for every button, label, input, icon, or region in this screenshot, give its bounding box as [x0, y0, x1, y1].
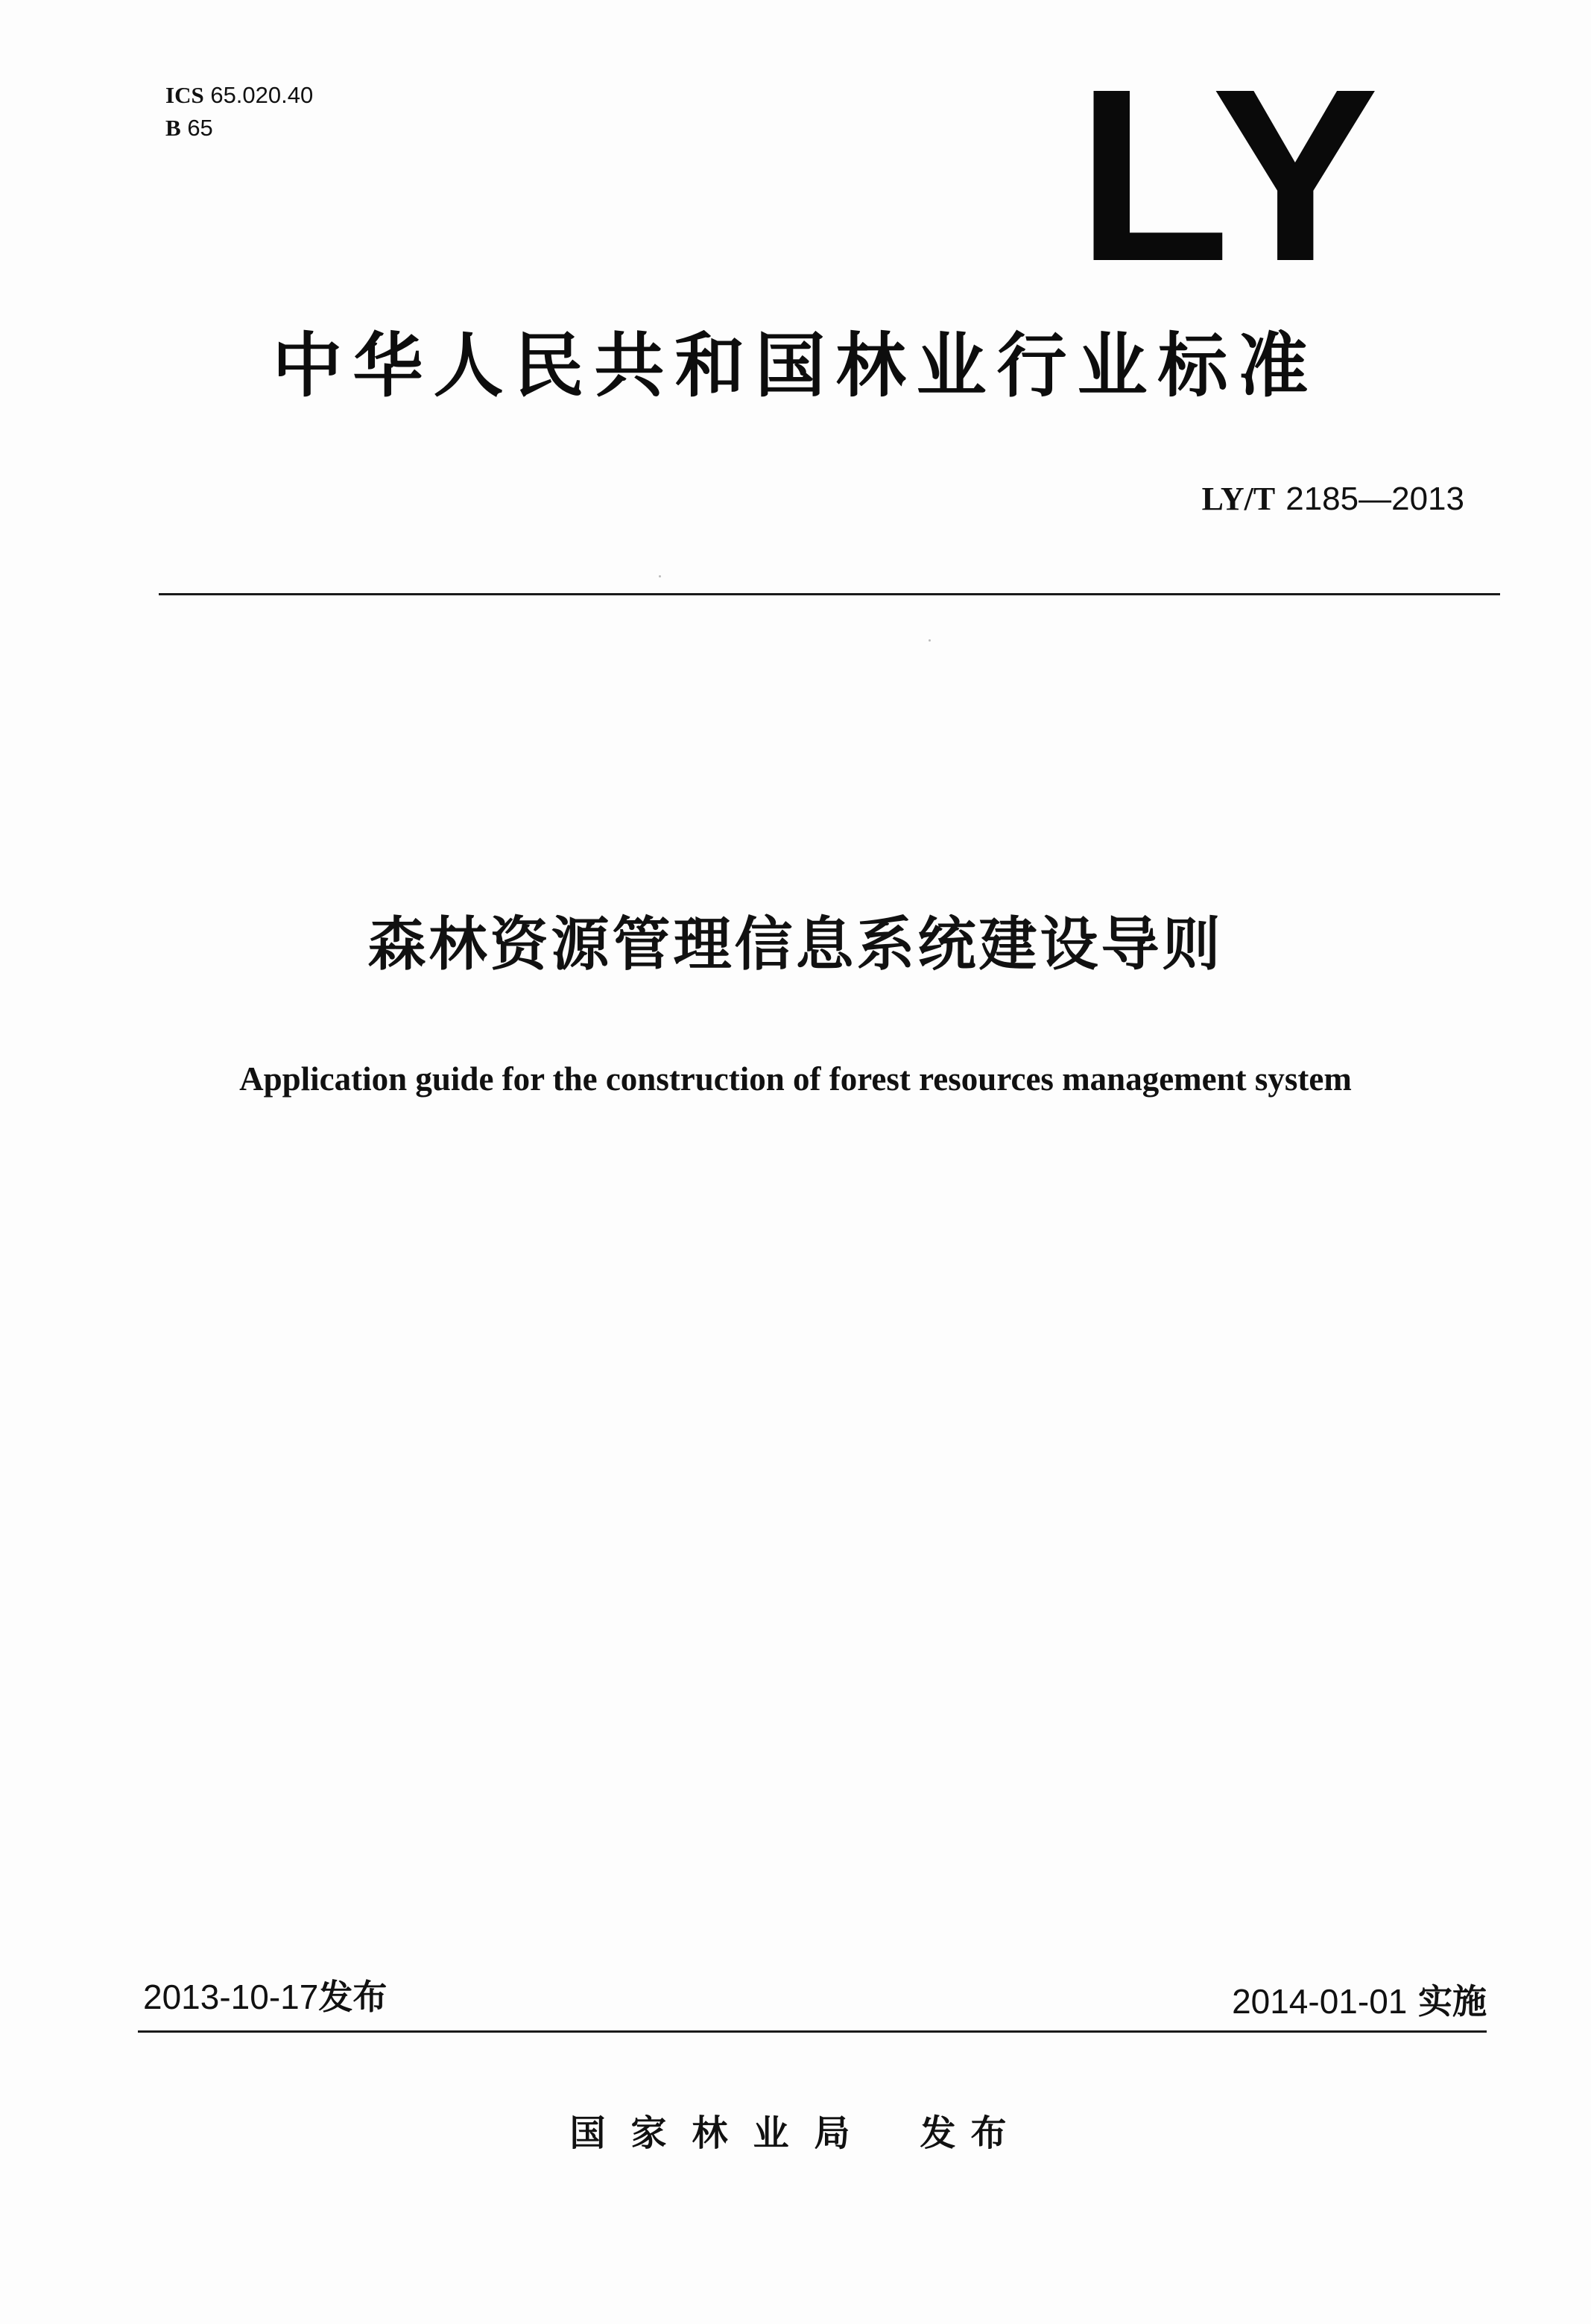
publisher-line [0, 2107, 1591, 2159]
standard-number [1202, 477, 1464, 522]
standard-number-value: 2185—2013 [1285, 481, 1464, 517]
document-title-chinese: 森林资源管理信息系统建设导则 [367, 911, 1224, 978]
ics-label: ICS [165, 82, 204, 108]
document-title-english: Application guide for the construction of forest resources management system [239, 1060, 1352, 1098]
ccs-label: B [165, 115, 181, 141]
publisher-organization: 国家林业局 [569, 2112, 876, 2154]
effective-date-block [1232, 1979, 1487, 2024]
ics-line [165, 79, 313, 112]
publisher-action: 发布 [920, 2112, 1022, 2154]
effective-date: 2014-01-01 [1232, 1982, 1408, 2021]
standard-class-heading: 中华人民共和国林业行业标准 [272, 326, 1319, 407]
issue-label: 发布 [318, 1977, 388, 2017]
industry-code-mark: LY [1077, 37, 1384, 312]
effective-label: 实施 [1418, 1981, 1487, 2021]
issue-date: 2013-10-17 [143, 1978, 319, 2016]
classification-codes [165, 79, 313, 145]
bottom-divider [138, 2030, 1487, 2033]
ics-code: 65.020.40 [210, 82, 314, 108]
ccs-line [165, 112, 313, 145]
top-divider [159, 593, 1500, 595]
scan-speck [659, 575, 661, 577]
issue-date-block [143, 1975, 387, 2019]
standard-number-prefix: LY/T [1201, 481, 1276, 517]
ccs-code: 65 [187, 115, 213, 141]
scan-speck [929, 639, 931, 642]
